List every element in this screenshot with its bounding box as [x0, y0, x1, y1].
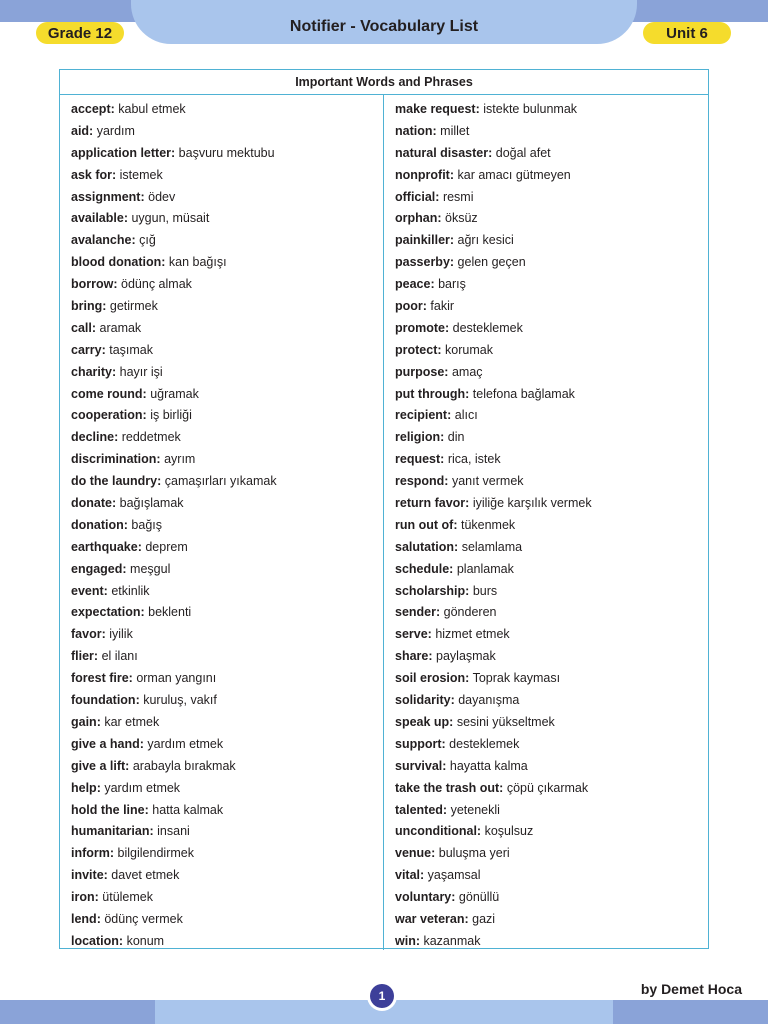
vocab-entry	[395, 296, 708, 318]
vocab-entry	[395, 602, 708, 624]
vocab-term: run out of:	[395, 517, 458, 532]
vocab-term: recipient:	[395, 408, 452, 423]
vocab-term: humanitarian:	[71, 824, 154, 839]
vocab-meaning: burs	[472, 583, 498, 598]
vocab-meaning: fakir	[430, 299, 455, 314]
vocab-entry	[71, 405, 383, 427]
vocab-entry	[395, 821, 708, 843]
vocab-term: voluntary:	[395, 890, 456, 905]
vocab-entry	[395, 931, 708, 953]
vocab-term: speak up:	[395, 714, 454, 729]
vocab-term: orphan:	[395, 211, 442, 226]
vocab-meaning: hatta kalmak	[152, 802, 224, 817]
vocab-meaning: gelen geçen	[457, 255, 526, 270]
vocab-term: carry:	[71, 342, 106, 357]
author-credit: by Demet Hoca	[640, 981, 742, 997]
vocab-entry	[395, 165, 708, 187]
vocab-term: discrimination:	[71, 452, 161, 467]
vocab-entry	[71, 252, 383, 274]
vocab-term: engaged:	[71, 561, 127, 576]
vocab-meaning: gazi	[472, 911, 496, 926]
vocab-meaning: yaşamsal	[427, 868, 481, 883]
vocab-meaning: dayanışma	[458, 693, 520, 708]
vocab-term: borrow:	[71, 277, 118, 292]
vocab-term: war veteran:	[395, 911, 469, 926]
vocab-term: give a hand:	[71, 736, 144, 751]
vocab-meaning: tükenmek	[460, 517, 516, 532]
vocab-entry	[395, 99, 708, 121]
vocab-meaning: beklenti	[148, 605, 192, 620]
vocab-entry	[395, 559, 708, 581]
vocab-meaning: davet etmek	[111, 868, 180, 883]
vocab-meaning: taşımak	[109, 342, 153, 357]
vocab-entry	[71, 734, 383, 756]
vocab-entry	[395, 865, 708, 887]
vocab-entry	[395, 318, 708, 340]
vocab-term: give a lift:	[71, 758, 130, 773]
vocab-entry	[395, 405, 708, 427]
vocab-entry	[395, 384, 708, 406]
vocab-entry	[395, 668, 708, 690]
vocab-meaning: meşgul	[130, 561, 171, 576]
vocab-meaning: istemek	[119, 167, 163, 182]
vocab-meaning: planlamak	[456, 561, 514, 576]
vocab-term: serve:	[395, 627, 432, 642]
vocab-term: share:	[395, 649, 433, 664]
vocab-entry	[395, 537, 708, 559]
vocab-meaning: öksüz	[445, 211, 478, 226]
vocab-entry	[71, 865, 383, 887]
vocab-entry	[71, 581, 383, 603]
vocab-meaning: yardım etmek	[104, 780, 181, 795]
vocab-entry	[71, 274, 383, 296]
vocab-entry	[395, 778, 708, 800]
vocab-meaning: çamaşırları yıkamak	[164, 474, 277, 489]
vocab-meaning: ödev	[148, 189, 176, 204]
vocab-entry	[71, 230, 383, 252]
vocab-entry	[71, 602, 383, 624]
vocab-meaning: kabul etmek	[118, 102, 186, 116]
vocab-term: put through:	[395, 386, 470, 401]
vocab-term: decline:	[71, 430, 119, 445]
vocab-meaning: çığ	[139, 233, 156, 248]
vocab-entry	[395, 471, 708, 493]
vocab-entry	[395, 515, 708, 537]
vocab-entry	[71, 843, 383, 865]
vocab-entry	[395, 690, 708, 712]
vocab-entry	[71, 208, 383, 230]
vocab-entry	[71, 427, 383, 449]
vocab-term: lend:	[71, 911, 101, 926]
vocab-term: earthquake:	[71, 539, 142, 554]
vocab-term: event:	[71, 583, 108, 598]
vocab-entry	[395, 843, 708, 865]
vocab-meaning: Toprak kayması	[472, 671, 561, 686]
vocab-term: forest fire:	[71, 671, 133, 686]
vocab-term: donate:	[71, 496, 117, 511]
vocab-meaning: ağrı kesici	[457, 233, 514, 248]
vocab-entry	[71, 296, 383, 318]
vocab-meaning: bağışlamak	[119, 496, 184, 511]
vocab-meaning: getirmek	[109, 299, 158, 314]
vocab-meaning: kan bağışı	[168, 255, 227, 270]
vocab-entry	[71, 668, 383, 690]
vocab-meaning: iş birliği	[150, 408, 192, 423]
vocab-term: passerby:	[395, 255, 455, 270]
vocab-entry	[71, 143, 383, 165]
vocab-meaning: koşulsuz	[484, 824, 534, 839]
vocab-entry	[395, 887, 708, 909]
vocab-term: bring:	[71, 299, 107, 314]
vocab-entry	[395, 800, 708, 822]
vocab-term: return favor:	[395, 496, 470, 511]
vocab-term: survival:	[395, 758, 447, 773]
vocab-meaning: ütülemek	[102, 890, 153, 905]
vocab-meaning: resmi	[442, 189, 474, 204]
vocab-meaning: desteklemek	[452, 320, 523, 335]
vocab-entry	[71, 471, 383, 493]
vocab-entry	[71, 624, 383, 646]
vocab-meaning: amaç	[451, 364, 483, 379]
vocab-meaning: iyilik	[109, 627, 133, 642]
vocab-meaning: arabayla bırakmak	[132, 758, 236, 773]
vocab-term: vital:	[395, 868, 425, 883]
vocab-term: assignment:	[71, 189, 145, 204]
vocab-meaning: desteklemek	[449, 736, 520, 751]
vocab-term: cooperation:	[71, 408, 147, 423]
vocab-meaning: yardım	[96, 123, 135, 138]
unit-badge: Unit 6	[643, 22, 731, 44]
vocab-meaning: hizmet etmek	[435, 627, 510, 642]
vocab-meaning: bilgilendirmek	[117, 846, 194, 861]
vocab-entry	[71, 778, 383, 800]
vocab-term: poor:	[395, 299, 427, 314]
vocab-term: aid:	[71, 123, 94, 138]
vocab-entry	[395, 581, 708, 603]
vocab-term: available:	[71, 211, 128, 226]
vocab-meaning: uygun, müsait	[131, 211, 210, 226]
vocab-entry	[71, 646, 383, 668]
vocab-term: location:	[71, 933, 124, 948]
vocab-entry	[71, 931, 383, 953]
vocab-term: invite:	[71, 868, 108, 883]
vocab-term: protect:	[395, 342, 442, 357]
vocab-term: donation:	[71, 517, 128, 532]
vocab-entry	[395, 909, 708, 931]
vocab-term: help:	[71, 780, 101, 795]
vocab-meaning: ödünç almak	[121, 277, 192, 292]
vocab-term: take the trash out:	[395, 780, 504, 795]
table-heading: Important Words and Phrases	[60, 70, 708, 95]
vocab-meaning: aramak	[99, 320, 142, 335]
vocab-term: accept:	[71, 102, 115, 116]
vocab-entry	[395, 493, 708, 515]
vocab-entry	[71, 800, 383, 822]
vocab-term: venue:	[395, 846, 436, 861]
vocab-term: natural disaster:	[395, 145, 493, 160]
vocab-term: unconditional:	[395, 824, 482, 839]
vocab-entry	[71, 362, 383, 384]
vocab-meaning: bağış	[131, 517, 163, 532]
page-number: 1	[370, 984, 394, 1008]
vocab-entry	[71, 340, 383, 362]
vocab-term: nonprofit:	[395, 167, 455, 182]
vocab-entry	[71, 121, 383, 143]
vocab-entry	[71, 449, 383, 471]
vocab-entry	[395, 187, 708, 209]
vocab-entry	[395, 756, 708, 778]
vocab-term: official:	[395, 189, 440, 204]
vocab-entry	[395, 624, 708, 646]
vocab-meaning: deprem	[145, 539, 188, 554]
vocab-meaning: din	[447, 430, 465, 445]
vocab-meaning: kazanmak	[423, 933, 481, 948]
vocab-entry	[71, 187, 383, 209]
vocab-entry	[395, 734, 708, 756]
vocab-entry	[71, 690, 383, 712]
vocab-entry	[395, 449, 708, 471]
vocab-meaning: konum	[126, 933, 165, 948]
vocabulary-table	[59, 69, 709, 949]
vocab-meaning: iyiliğe karşılık vermek	[472, 496, 592, 511]
vocab-meaning: rica, istek	[447, 452, 501, 467]
vocab-term: talented:	[395, 802, 448, 817]
vocab-meaning: ödünç vermek	[104, 911, 183, 926]
vocab-entry	[71, 756, 383, 778]
vocab-term: sender:	[395, 605, 441, 620]
vocab-term: come round:	[71, 386, 147, 401]
vocab-term: flier:	[71, 649, 99, 664]
vocab-entry	[395, 274, 708, 296]
vocab-entry	[395, 121, 708, 143]
vocab-meaning: başvuru mektubu	[178, 145, 275, 160]
vocab-meaning: korumak	[445, 342, 493, 357]
vocab-meaning: insani	[157, 824, 190, 839]
vocab-term: promote:	[395, 320, 450, 335]
footer-band-left	[0, 1000, 155, 1024]
vocab-term: application letter:	[71, 145, 176, 160]
page-title: Notifier - Vocabulary List	[289, 18, 479, 35]
vocab-meaning: paylaşmak	[436, 649, 496, 664]
vocab-term: charity:	[71, 364, 117, 379]
vocab-meaning: kar etmek	[104, 714, 160, 729]
vocab-entry	[395, 230, 708, 252]
vocab-meaning: etkinlik	[111, 583, 150, 598]
vocab-term: inform:	[71, 846, 115, 861]
vocab-meaning: ayrım	[164, 452, 196, 467]
vocab-term: peace:	[395, 277, 435, 292]
vocab-term: call:	[71, 320, 97, 335]
vocab-term: soil erosion:	[395, 671, 470, 686]
vocab-term: schedule:	[395, 561, 454, 576]
vocab-entry	[71, 712, 383, 734]
vocab-term: solidarity:	[395, 693, 455, 708]
vocab-term: make request:	[395, 102, 480, 116]
vocab-meaning: kar amacı gütmeyen	[457, 167, 571, 182]
vocab-entry	[395, 712, 708, 734]
vocab-term: win:	[395, 933, 420, 948]
vocab-meaning: reddetmek	[121, 430, 181, 445]
vocab-entry	[395, 646, 708, 668]
vocab-term: expectation:	[71, 605, 145, 620]
vocab-meaning: yanıt vermek	[451, 474, 524, 489]
vocab-meaning: millet	[440, 123, 470, 138]
vocab-term: salutation:	[395, 539, 459, 554]
vocab-term: gain:	[71, 714, 101, 729]
left-column	[60, 95, 384, 950]
vocab-meaning: selamlama	[461, 539, 523, 554]
vocab-meaning: orman yangını	[136, 671, 217, 686]
vocab-entry	[71, 821, 383, 843]
vocab-entry	[395, 208, 708, 230]
vocab-term: favor:	[71, 627, 106, 642]
grade-badge: Grade 12	[36, 22, 124, 44]
table-body	[60, 95, 708, 950]
vocab-term: religion:	[395, 430, 445, 445]
vocab-term: request:	[395, 452, 445, 467]
page-number-badge	[367, 981, 397, 1011]
vocab-meaning: gönüllü	[458, 890, 500, 905]
vocab-entry	[71, 165, 383, 187]
vocab-entry	[71, 537, 383, 559]
vocab-term: support:	[395, 736, 446, 751]
vocab-meaning: kuruluş, vakıf	[143, 693, 217, 708]
vocab-entry	[71, 493, 383, 515]
vocab-entry	[395, 427, 708, 449]
vocab-meaning: yetenekli	[450, 802, 500, 817]
vocab-entry	[395, 143, 708, 165]
vocab-term: avalanche:	[71, 233, 136, 248]
vocab-term: scholarship:	[395, 583, 470, 598]
vocab-entry	[395, 362, 708, 384]
vocab-entry	[71, 515, 383, 537]
vocab-term: do the laundry:	[71, 474, 162, 489]
vocab-meaning: gönderen	[443, 605, 497, 620]
vocab-term: respond:	[395, 474, 449, 489]
vocab-term: ask for:	[71, 167, 117, 182]
vocab-term: iron:	[71, 890, 99, 905]
vocab-meaning: istekte bulunmak	[483, 102, 578, 116]
vocab-meaning: el ilanı	[101, 649, 138, 664]
vocab-term: painkiller:	[395, 233, 455, 248]
vocab-meaning: alıcı	[454, 408, 478, 423]
vocab-meaning: yardım etmek	[147, 736, 224, 751]
right-column	[384, 95, 708, 950]
vocab-meaning: telefona bağlamak	[472, 386, 575, 401]
vocab-term: foundation:	[71, 693, 140, 708]
vocab-meaning: buluşma yeri	[438, 846, 510, 861]
vocab-term: blood donation:	[71, 255, 166, 270]
vocab-meaning: çöpü çıkarmak	[506, 780, 589, 795]
vocab-meaning: doğal afet	[495, 145, 551, 160]
vocab-meaning: barış	[438, 277, 466, 292]
vocab-term: nation:	[395, 123, 437, 138]
vocab-entry	[71, 318, 383, 340]
vocab-meaning: sesini yükseltmek	[456, 714, 555, 729]
footer-band-right	[613, 1000, 768, 1024]
vocab-entry	[395, 340, 708, 362]
vocab-meaning: uğramak	[150, 386, 199, 401]
vocab-entry	[71, 559, 383, 581]
vocab-entry	[71, 887, 383, 909]
vocab-term: hold the line:	[71, 802, 149, 817]
vocab-meaning: hayır işi	[119, 364, 163, 379]
vocab-term: purpose:	[395, 364, 449, 379]
vocab-entry	[71, 909, 383, 931]
vocab-meaning: hayatta kalma	[449, 758, 528, 773]
vocab-entry	[395, 252, 708, 274]
vocab-entry	[71, 384, 383, 406]
vocab-entry	[71, 99, 383, 121]
